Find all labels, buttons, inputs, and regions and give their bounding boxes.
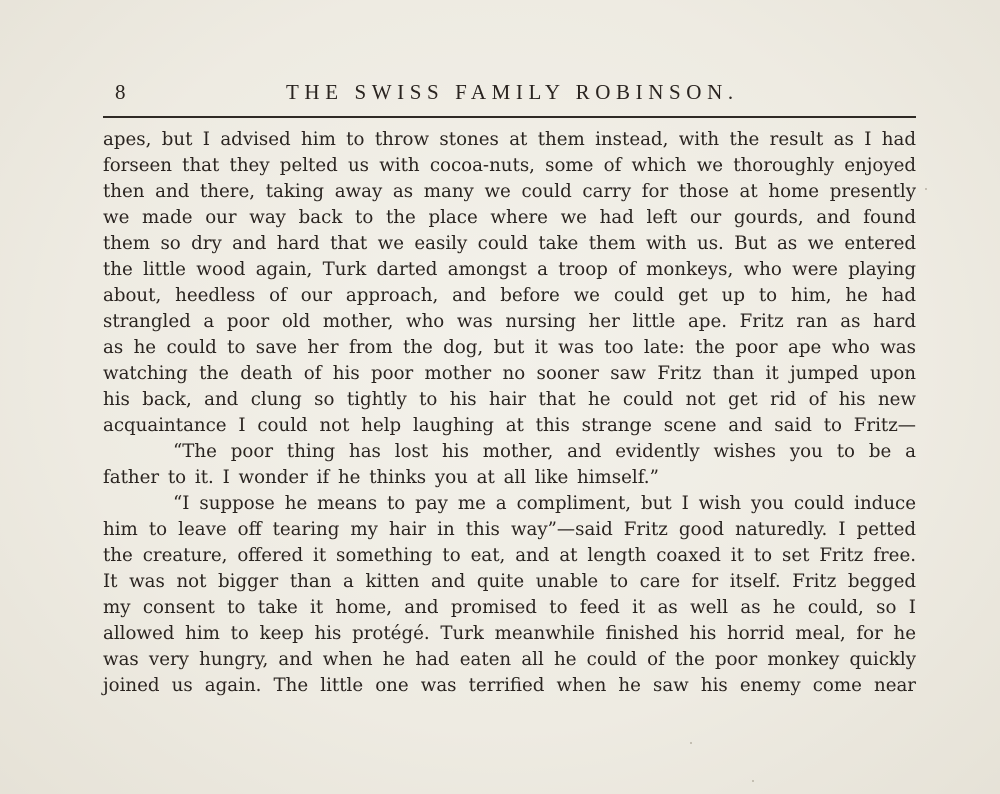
- page-number: 8: [115, 80, 127, 104]
- text-line: strangled a poor old mother, who was nursing her little ape. Fritz ran as hard: [103, 311, 916, 332]
- text-line: them so dry and hard that we easily could take them with us. But as we entered: [103, 233, 916, 254]
- text-line: forseen that they pelted us with cocoa-nuts, some of which we thoroughly enjoyed: [103, 155, 916, 176]
- paper-speck: [752, 780, 754, 782]
- text-line: “I suppose he means to pay me a compliment, but I wish you could induce: [173, 493, 916, 514]
- text-line: father to it. I wonder if he thinks you at all like himself.”: [103, 467, 659, 488]
- text-line: It was not bigger than a kitten and quite unable to care for itself. Fritz begged: [103, 571, 916, 592]
- text-line: his back, and clung so tightly to his hair that he could not get rid of his new: [103, 389, 916, 410]
- paper-speck: [925, 188, 927, 190]
- text-line: allowed him to keep his protégé. Turk meanwhile finished his horrid meal, for he: [103, 623, 916, 644]
- body-text: [103, 127, 916, 699]
- text-line: my consent to take it home, and promised to feed it as well as he could, so I: [103, 597, 916, 618]
- text-line: apes, but I advised him to throw stones at them instead, with the result as I had: [103, 129, 916, 150]
- text-line: joined us again. The little one was terrified when he saw his enemy come near: [103, 675, 916, 696]
- text-line: him to leave off tearing my hair in this way”—said Fritz good naturedly. I petted: [103, 519, 916, 540]
- text-line: the little wood again, Turk darted amongst a troop of monkeys, who were playing: [103, 259, 916, 280]
- paper-speck: [690, 742, 692, 744]
- text-line: then and there, taking away as many we could carry for those at home presently: [103, 181, 916, 202]
- text-line: the creature, offered it something to eat, and at length coaxed it to set Fritz free.: [103, 545, 916, 566]
- text-line: acquaintance I could not help laughing at this strange scene and said to Fritz—: [103, 415, 916, 436]
- text-line: watching the death of his poor mother no sooner saw Fritz than it jumped upon: [103, 363, 916, 384]
- text-line: was very hungry, and when he had eaten all he could of the poor monkey quickly: [103, 649, 916, 670]
- text-line: about, heedless of our approach, and before we could get up to him, he had: [103, 285, 916, 306]
- text-line: as he could to save her from the dog, but it was too late: the poor ape who was: [103, 337, 916, 358]
- page-header: [103, 80, 915, 110]
- text-line: “The poor thing has lost his mother, and evidently wishes you to be a: [173, 441, 916, 462]
- header-rule: [103, 116, 916, 118]
- running-title: THE SWISS FAMILY ROBINSON.: [286, 80, 739, 104]
- text-line: we made our way back to the place where we had left our gourds, and found: [103, 207, 916, 228]
